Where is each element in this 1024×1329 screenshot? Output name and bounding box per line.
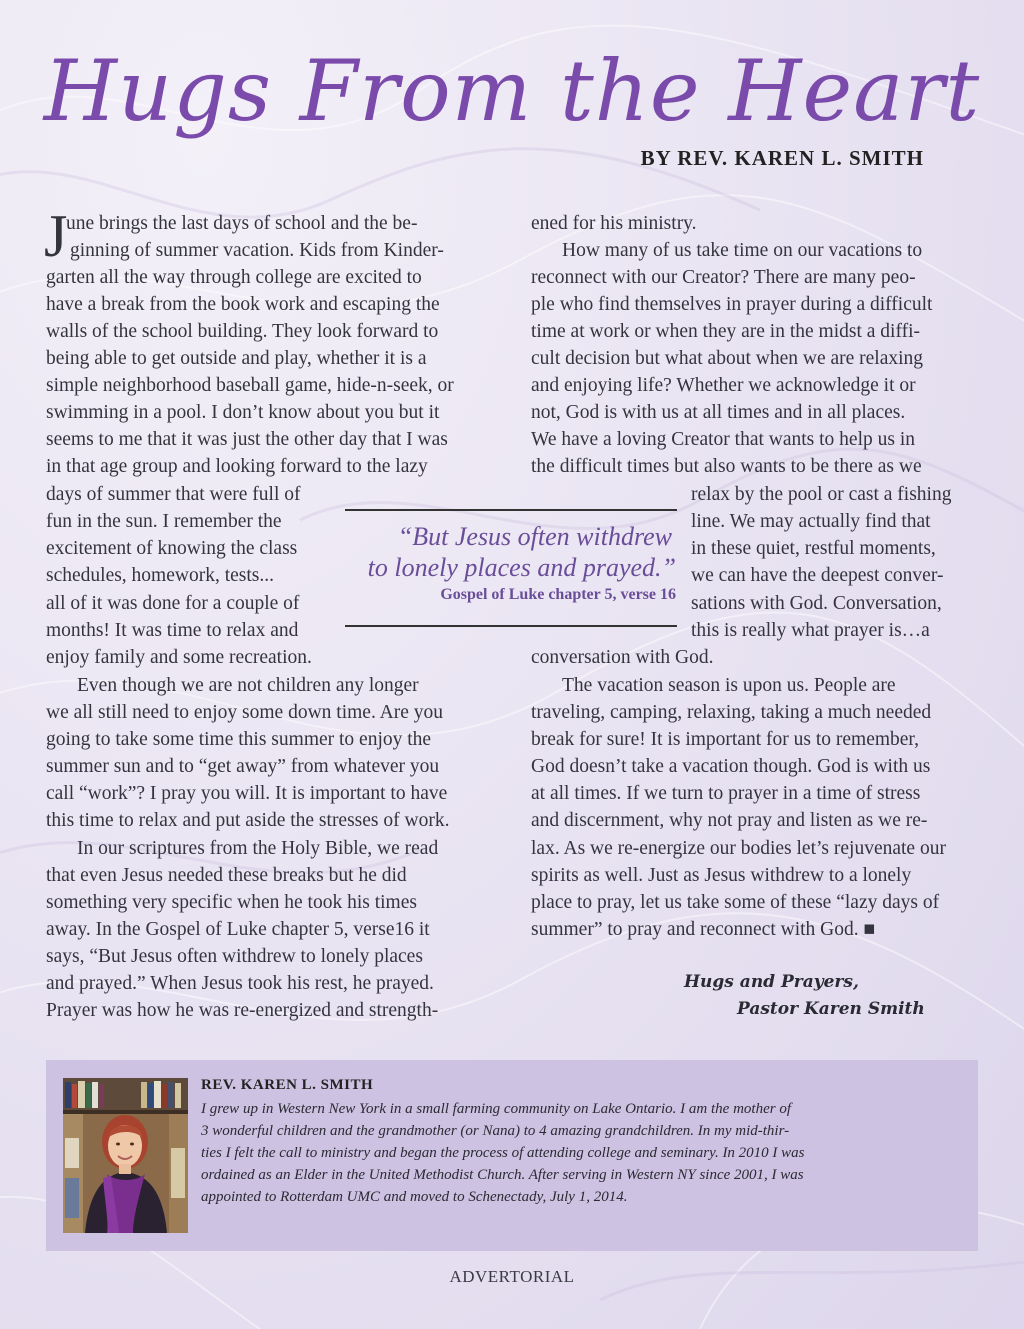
signoff-greeting: Hugs and Prayers,	[684, 972, 859, 992]
text-line: place to pray, let us take some of these “lazy days of	[531, 892, 940, 913]
text-line: garten all the way through college are excited to	[46, 267, 422, 288]
pull-quote-line-1: “But Jesus often withdrew	[397, 522, 672, 551]
text-line: this time to relax and put aside the stresses of work.	[46, 810, 450, 831]
footer-label: ADVERTORIAL	[449, 1267, 575, 1286]
text-line: days of summer that were full of	[46, 484, 301, 505]
text-line: and prayed.” When Jesus took his rest, he prayed.	[46, 973, 434, 994]
text-line: relax by the pool or cast a fishing	[691, 484, 952, 505]
text-line: this is really what prayer is…a	[691, 620, 930, 641]
text-line: we can have the deepest conver-	[691, 565, 944, 586]
text-line: conversation with God.	[531, 647, 714, 668]
pull-quote-bottom-rule	[345, 625, 677, 627]
text-line: we all still need to enjoy some down time. Are you	[46, 702, 443, 723]
text-line: that even Jesus needed these breaks but he did	[46, 865, 407, 886]
pull-quote-top-rule	[345, 509, 677, 511]
text-line: simple neighborhood baseball game, hide-n-seek, or	[46, 375, 454, 396]
text-line: ened for his ministry.	[531, 213, 697, 234]
text-line: swimming in a pool. I don’t know about you but it	[46, 402, 440, 423]
text-line: Prayer was how he was re-energized and strength-	[46, 1000, 439, 1021]
text-line: says, “But Jesus often withdrew to lonely places	[46, 946, 423, 967]
text-line: not, God is with us at all times and in all places.	[531, 402, 906, 423]
text-line: all of it was done for a couple of	[46, 593, 300, 614]
text-line: have a break from the book work and escaping the	[46, 294, 440, 315]
bio-name: REV. KAREN L. SMITH	[201, 1077, 374, 1093]
text-line: enjoy family and some recreation.	[46, 647, 312, 668]
text-line: sations with God. Conversation,	[691, 593, 942, 614]
text-line: How many of us take time on our vacations to	[562, 240, 923, 261]
signoff-name: Pastor Karen Smith	[737, 999, 925, 1019]
text-line: cult decision but what about when we are relaxing	[531, 348, 924, 369]
text-line: summer sun and to “get away” from whatever you	[46, 756, 440, 777]
text-line: spirits as well. Just as Jesus withdrew to a lonely	[531, 865, 912, 886]
text-line: God doesn’t take a vacation though. God is with us	[531, 756, 931, 777]
text-line: break for sure! It is important for us to remember,	[531, 729, 920, 750]
bio-text-line: I grew up in Western New York in a small farming community on Lake Ontario. I am the mother of	[201, 1101, 791, 1117]
author-byline: BY REV. KAREN L. SMITH	[640, 146, 924, 170]
bio-text-line: 3 wonderful children and the grandmother (or Nana) to 4 amazing grandchildren. In my mid-thir-	[201, 1123, 790, 1139]
text-line: seems to me that it was just the other day that I was	[46, 429, 448, 450]
text-line: fun in the sun. I remember the	[46, 511, 282, 532]
text-line: lax. As we re-energize our bodies let’s rejuvenate our	[531, 838, 946, 859]
page-title: Hugs From the Heart	[43, 42, 981, 140]
text-line: away. In the Gospel of Luke chapter 5, verse16 it	[46, 919, 430, 940]
drop-cap: J	[44, 203, 68, 269]
text-line: schedules, homework, tests...	[46, 565, 275, 586]
text-line: summer” to pray and reconnect with God. ■	[531, 919, 876, 940]
text-line: walls of the school building. They look forward to	[46, 321, 439, 342]
text-line: ginning of summer vacation. Kids from Kinder-	[70, 240, 444, 261]
text-line: in these quiet, restful moments,	[691, 538, 936, 559]
text-line: The vacation season is upon us. People are	[562, 675, 896, 696]
text-line: the difficult times but also wants to be there as we	[531, 456, 922, 477]
text-line: We have a loving Creator that wants to help us in	[531, 429, 916, 450]
text-line: and enjoying life? Whether we acknowledge it or	[531, 375, 916, 396]
text-line: traveling, camping, relaxing, taking a much needed	[531, 702, 932, 723]
pull-quote-line-2: to lonely places and prayed.”	[367, 553, 676, 582]
bio-text-line: ordained as an Elder in the United Methodist Church. After serving in Western NY since 2001, I was	[201, 1167, 804, 1183]
bio-text-line: appointed to Rotterdam UMC and moved to Schenectady, July 1, 2014.	[201, 1189, 628, 1205]
text-line: call “work”? I pray you will. It is important to have	[46, 783, 448, 804]
bio-text-line: ties I felt the call to ministry and began the process of attending college and seminary. In 2010 I was	[201, 1145, 805, 1161]
text-line: at all times. If we turn to prayer in a time of stress	[531, 783, 921, 804]
text-line: in that age group and looking forward to the lazy	[46, 456, 428, 477]
text-line: reconnect with our Creator? There are many peo-	[531, 267, 916, 288]
text-line: line. We may actually find that	[691, 511, 931, 532]
text-line: going to take some time this summer to enjoy the	[46, 729, 432, 750]
text-line: ple who find themselves in prayer during a difficult	[531, 294, 933, 315]
text-line: une brings the last days of school and the be-	[66, 213, 418, 234]
text-line: In our scriptures from the Holy Bible, we read	[77, 838, 439, 859]
text-line: months! It was time to relax and	[46, 620, 299, 641]
text-line: something very specific when he took his times	[46, 892, 417, 913]
text-line: and discernment, why not pray and listen as we re-	[531, 810, 928, 831]
text-line: time at work or when they are in the midst a diffi-	[531, 321, 920, 342]
pull-quote-citation: Gospel of Luke chapter 5, verse 16	[440, 586, 676, 603]
author-photo	[63, 1078, 188, 1233]
text-line: excitement of knowing the class	[46, 538, 298, 559]
text-line: Even though we are not children any longer	[77, 675, 419, 696]
text-line: being able to get outside and play, whether it is a	[46, 348, 427, 369]
